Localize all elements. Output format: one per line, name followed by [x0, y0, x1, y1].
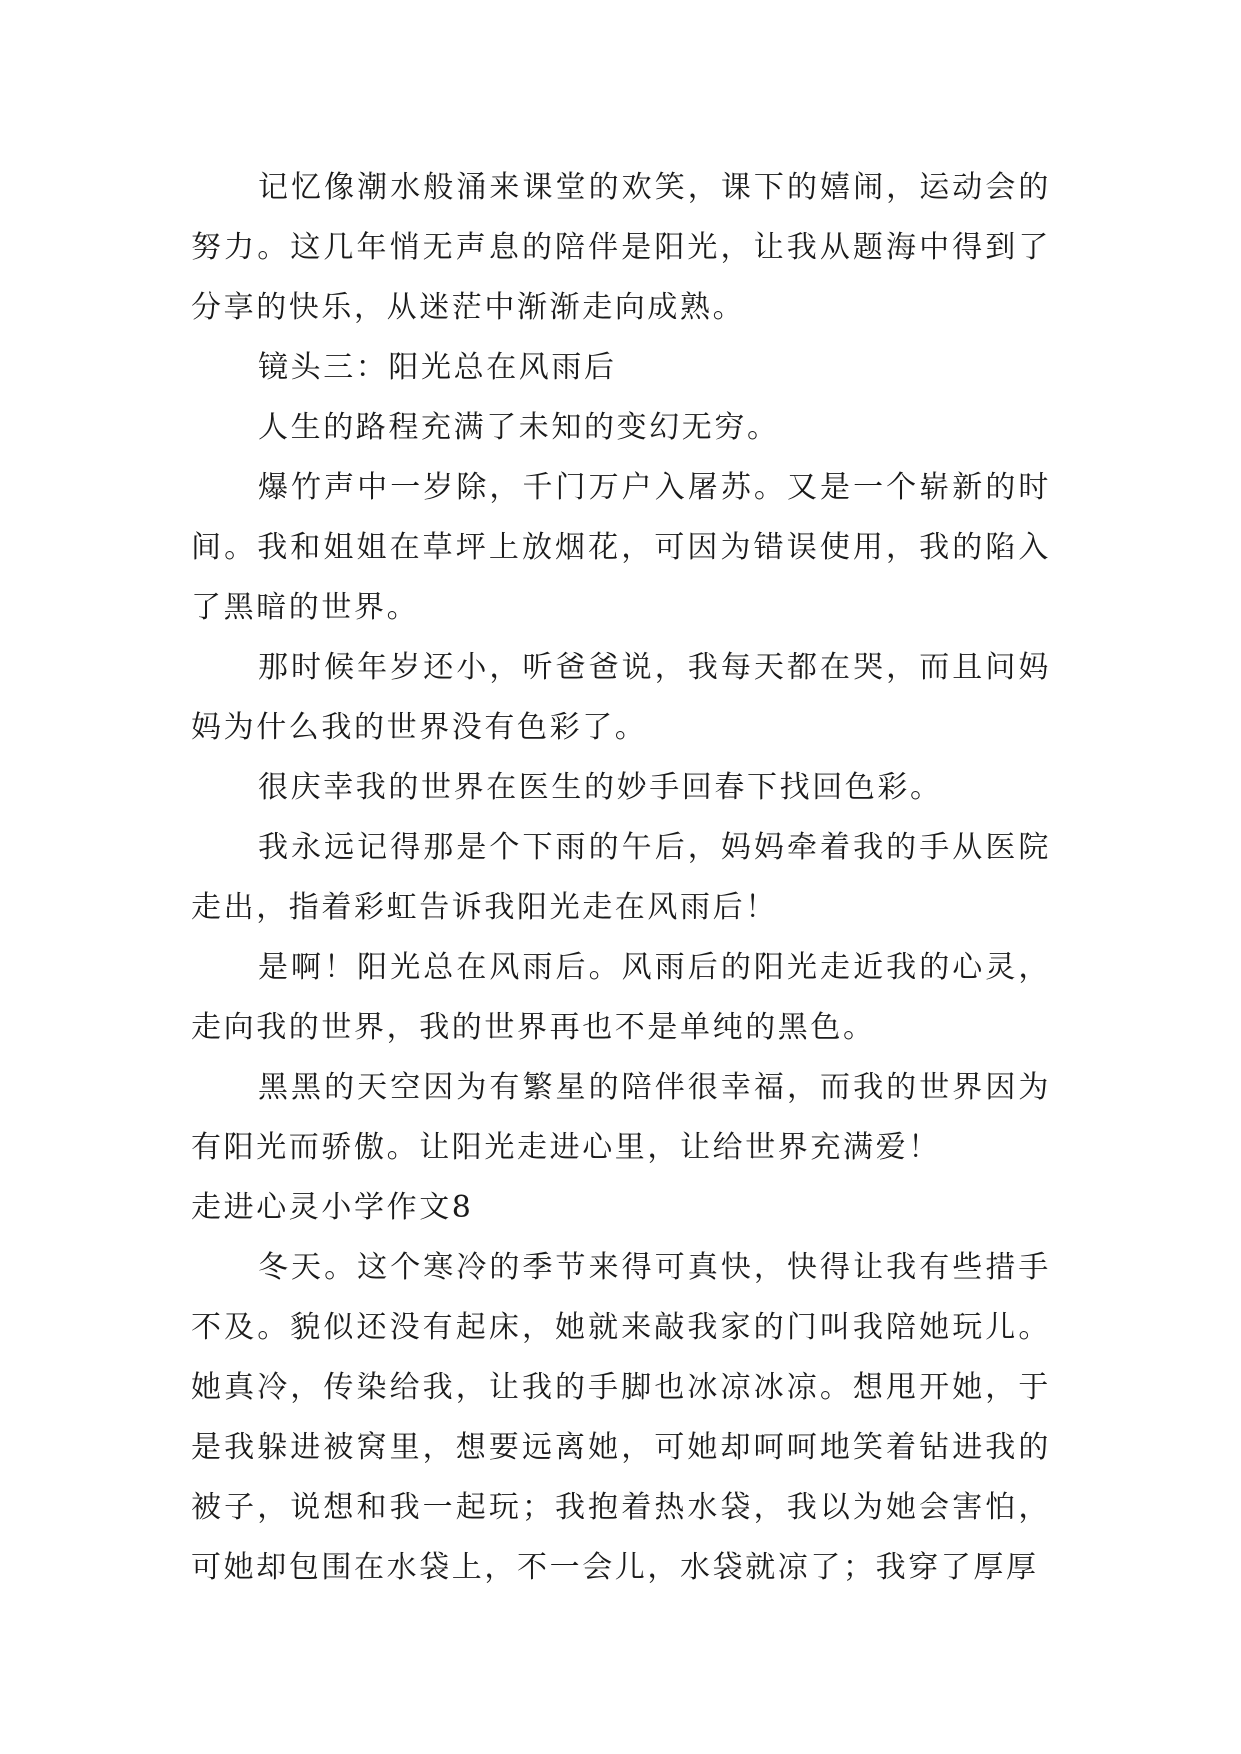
document-body: [191, 158, 1051, 1598]
paragraph-crying: 那时候年岁还小，听爸爸说，我每天都在哭，而且问妈妈为什么我的世界没有色彩了。: [191, 650, 1051, 745]
paragraph-memory: 记忆像潮水般涌来课堂的欢笑，课下的嬉闹，运动会的努力。这几年悄无声息的陪伴是阳光，让我从题海中得到了分享的快乐，从迷茫中渐渐走向成熟。: [191, 170, 1051, 325]
paragraph-winter: 冬天。这个寒冷的季节来得可真快，快得让我有些措手不及。貌似还没有起床，她就来敲我家的门叫我陪她玩儿。她真冷，传染给我，让我的手脚也冰凉冰凉。想甩开她，于是我躲进被窝里，想要远离她，可她却呵呵地笑着钻进我的被子，说想和我一起玩；我抱着热水袋，我以为她会害怕，可她却包围在水袋上，不一会儿，水袋就凉了；我穿了厚厚: [191, 1250, 1051, 1585]
section-title: 走进心灵小学作文8: [191, 1190, 474, 1225]
paragraph-rainbow: 我永远记得那是个下雨的午后，妈妈牵着我的手从医院走出，指着彩虹告诉我阳光走在风雨后！: [191, 830, 1051, 925]
paragraph-sunshine-after-rain: 是啊！阳光总在风雨后。风雨后的阳光走近我的心灵，走向我的世界，我的世界再也不是单纯的黑色。: [191, 950, 1051, 1045]
paragraph-recovery: 很庆幸我的世界在医生的妙手回春下找回色彩。: [258, 770, 943, 805]
paragraph-starry-sky: 黑黑的天空因为有繁星的陪伴很幸福，而我的世界因为有阳光而骄傲。让阳光走进心里，让给世界充满爱！: [191, 1070, 1051, 1165]
paragraph-fireworks: 爆竹声中一岁除，千门万户入屠苏。又是一个崭新的时间。我和姐姐在草坪上放烟花，可因为错误使用，我的陷入了黑暗的世界。: [191, 470, 1051, 625]
paragraph-scene-three-heading: 镜头三：阳光总在风雨后: [258, 350, 617, 385]
paragraph-life-journey: 人生的路程充满了未知的变幻无穷。: [258, 410, 780, 445]
